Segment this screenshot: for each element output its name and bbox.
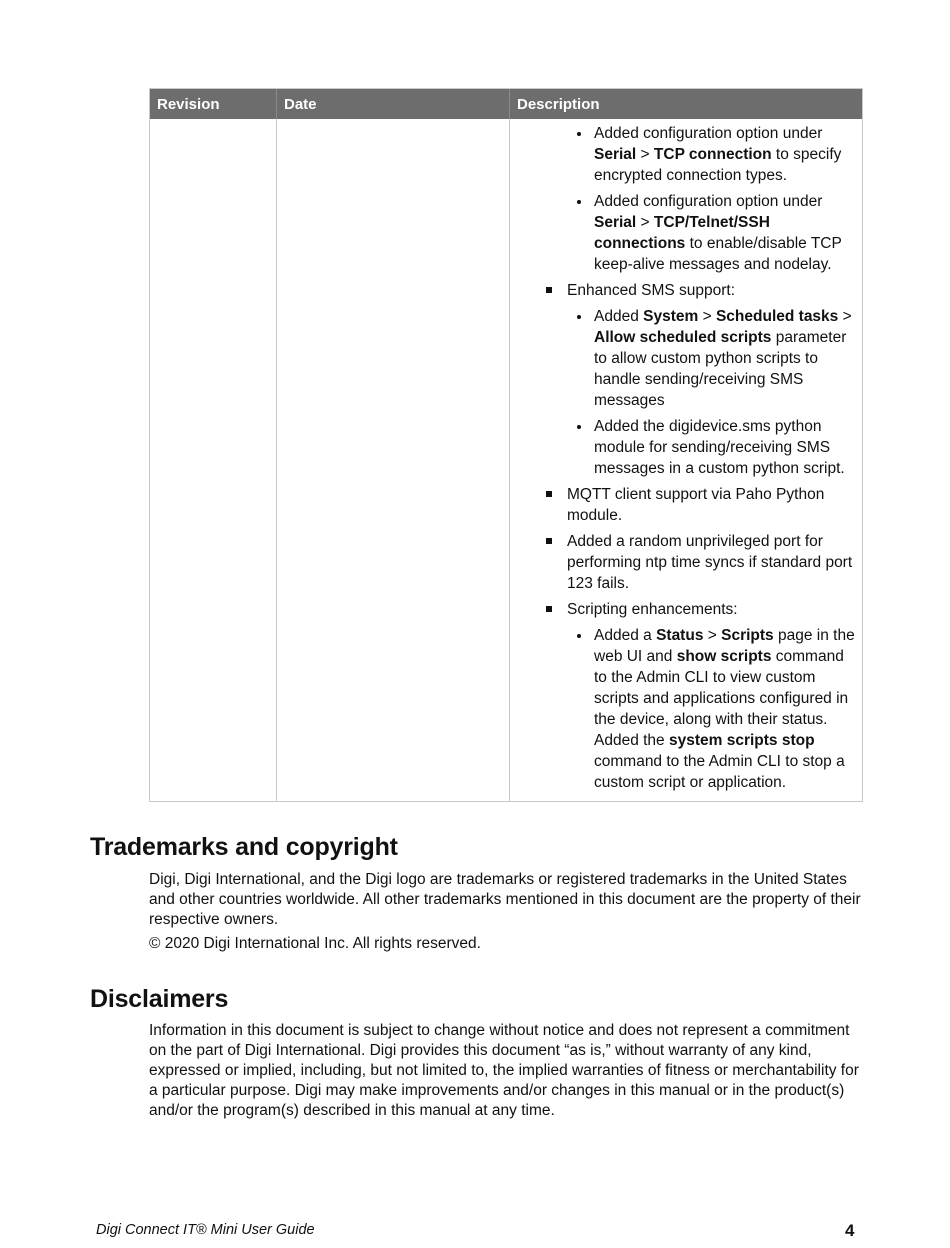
- scripting-sub-list: [567, 625, 862, 793]
- list-item: Added the digidevice.sms python module for sending/receiving SMS messages in a custom python script.: [594, 416, 862, 479]
- revision-table: [149, 88, 863, 802]
- disclaimers-paragraph: Information in this document is subject to change without notice and does not represent a commitment on the part of Digi International. Digi provides this document “as is,” without warranty of any kind, expressed or implied, including, but not limited to, the implied warranties of fitness or merchantability for a particular purpose. Digi may make improvements and/or changes in this manual or in the product(s) and/or the program(s) described in this manual at any time.: [149, 1022, 859, 1119]
- serial-sub-list: [510, 119, 862, 275]
- description-cell: [510, 119, 862, 801]
- list-item-sms: Enhanced SMS support: Added System > Scheduled tasks > Allow scheduled scripts parameter to allow custom python scripts to handle sending/receiving SMS messages Added the digidevice.sms python module for sending/receiving SMS messages in a custom python script.: [567, 280, 862, 479]
- footer-guide-title: Digi Connect IT® Mini User Guide: [96, 1222, 315, 1238]
- list-item: Added configuration option under Serial > TCP connection to specify encrypted connection types.: [594, 123, 862, 186]
- table-header-row: [150, 89, 862, 119]
- header-date: Date: [284, 96, 317, 113]
- trademarks-paragraph: Digi, Digi International, and the Digi logo are trademarks or registered trademarks in the United States and other countries worldwide. All other trademarks mentioned in this document are the property of their respective owners.: [149, 871, 861, 928]
- disclaimers-heading: Disclaimers: [90, 985, 229, 1013]
- header-description: Description: [517, 96, 600, 113]
- footer-page-number: 4: [845, 1221, 855, 1240]
- list-item-ntp: Added a random unprivileged port for performing ntp time syncs if standard port 123 fails.: [567, 531, 862, 594]
- sms-sub-list: [567, 306, 862, 479]
- feature-list: [510, 280, 862, 793]
- column-divider: [276, 89, 277, 801]
- trademarks-heading: Trademarks and copyright: [90, 833, 398, 861]
- list-item: Added System > Scheduled tasks > Allow scheduled scripts parameter to allow custom python scripts to handle sending/receiving SMS messages: [594, 306, 862, 411]
- list-item: Added a Status > Scripts page in the web UI and show scripts command to the Admin CLI to view custom scripts and applications configured in the device, along with their status. Added the system scripts stop command to the Admin CLI to stop a custom script or application.: [594, 625, 862, 793]
- list-item-scripting: Scripting enhancements: Added a Status > Scripts page in the web UI and show scripts command to the Admin CLI to view custom scripts and applications configured in the device, along with their status. Added the system scripts stop command to the Admin CLI to stop a custom script or application.: [567, 599, 862, 793]
- list-item: Added configuration option under Serial > TCP/Telnet/SSH connections to enable/disable TCP keep-alive messages and nodelay.: [594, 191, 862, 275]
- header-revision: Revision: [157, 96, 220, 113]
- copyright-line: © 2020 Digi International Inc. All rights reserved.: [149, 935, 481, 952]
- list-item-mqtt: MQTT client support via Paho Python module.: [567, 484, 862, 526]
